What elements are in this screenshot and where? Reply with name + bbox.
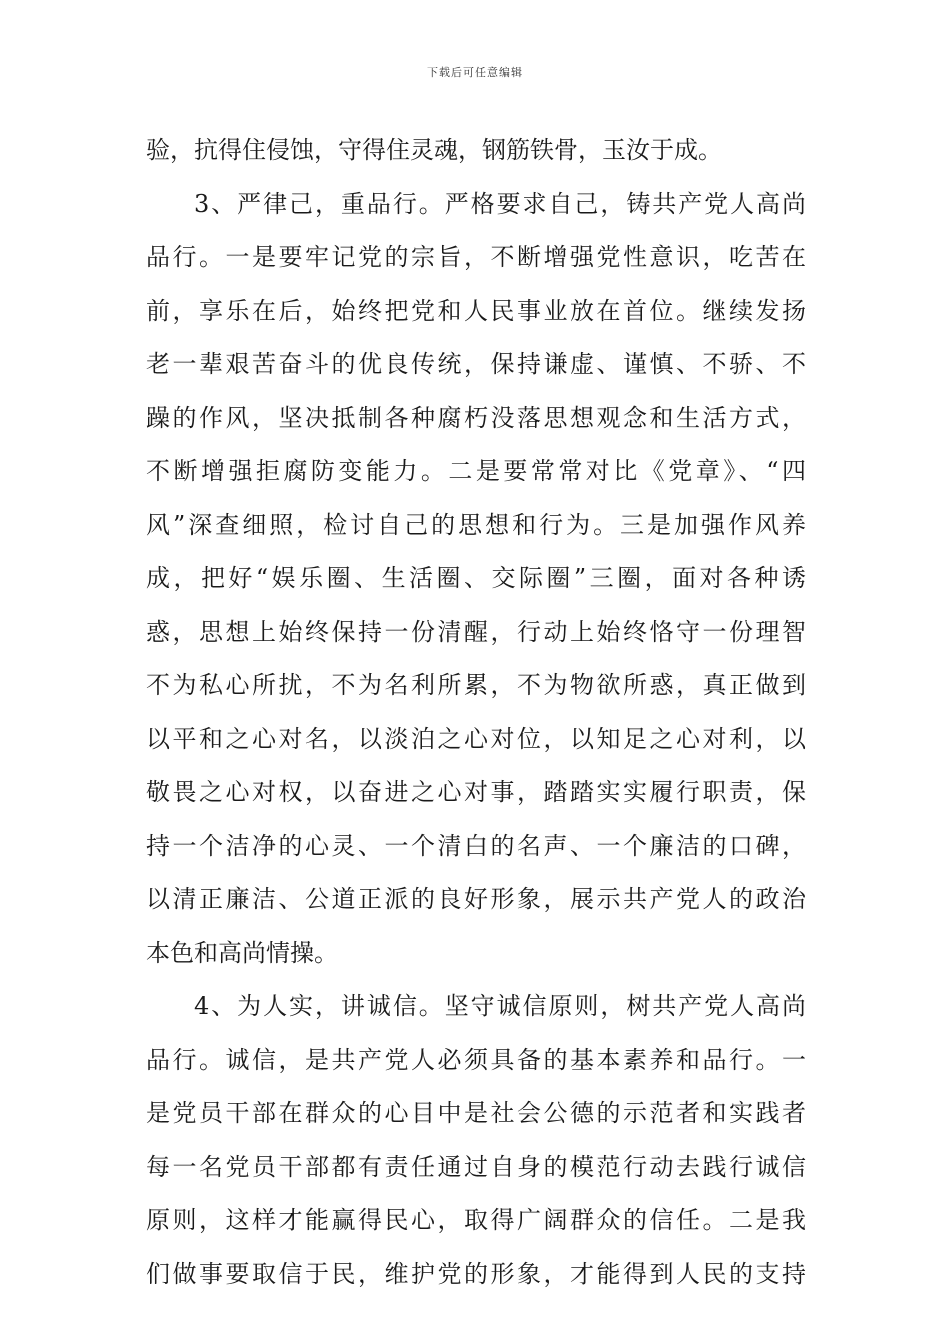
text-line: 躁的作风，坚决抵制各种腐朽没落思想观念和生活方式， <box>146 403 806 432</box>
paragraph-3-last-line: 本色和高尚情操。 <box>146 938 338 967</box>
text-line: 验，抗得住侵蚀，守得住灵魂，钢筋铁骨，玉汝于成。 <box>146 136 722 164</box>
text-line: 品行。一是要牢记党的宗旨，不断增强党性意识，吃苦在 <box>146 243 806 271</box>
paragraph-3-first-line: 3、严律己，重品行。严格要求自己，铸共产党人高尚 <box>194 189 806 218</box>
text-line: 品行。诚信，是共产党人必须具备的基本素养和品行。一 <box>146 1045 806 1074</box>
text-line: 惑，思想上始终保持一份清醒，行动上始终恪守一份理智 <box>146 617 806 646</box>
text-line: 每一名党员干部都有责任通过自身的模范行动去践行诚信 <box>146 1152 806 1181</box>
text-line: 持一个洁净的心灵、一个清白的名声、一个廉洁的口碑， <box>146 831 806 860</box>
text-line: 不断增强拒腐防变能力。二是要常常对比《党章》、“四 <box>146 457 806 485</box>
text-line: 以清正廉洁、公道正派的良好形象，展示共产党人的政治 <box>146 885 806 913</box>
text-line: 不为私心所扰，不为名利所累，不为物欲所惑，真正做到 <box>146 671 806 699</box>
page-header: 下载后可任意编辑 <box>427 66 523 79</box>
paragraph-4-first-line: 4、为人实，讲诚信。坚守诚信原则，树共产党人高尚 <box>194 992 806 1020</box>
text-line: 风”深查细照，检讨自己的思想和行为。三是加强作风养 <box>146 510 806 539</box>
text-line: 们做事要取信于民，维护党的形象，才能得到人民的支持 <box>146 1259 806 1288</box>
document-body <box>146 124 806 1301</box>
text-line: 成，把好“娱乐圈、生活圈、交际圈”三圈，面对各种诱 <box>146 564 806 592</box>
text-line: 原则，这样才能赢得民心，取得广阔群众的信任。二是我 <box>146 1206 806 1234</box>
text-line: 是党员干部在群众的心目中是社会公德的示范者和实践者 <box>146 1099 806 1127</box>
text-line: 以平和之心对名，以淡泊之心对位，以知足之心对利，以 <box>146 724 806 753</box>
text-line: 敬畏之心对权，以奋进之心对事，踏踏实实履行职责，保 <box>146 778 806 806</box>
text-line: 前，享乐在后，始终把党和人民事业放在首位。继续发扬 <box>146 296 806 325</box>
text-line: 老一辈艰苦奋斗的优良传统，保持谦虚、谨慎、不骄、不 <box>146 350 806 378</box>
